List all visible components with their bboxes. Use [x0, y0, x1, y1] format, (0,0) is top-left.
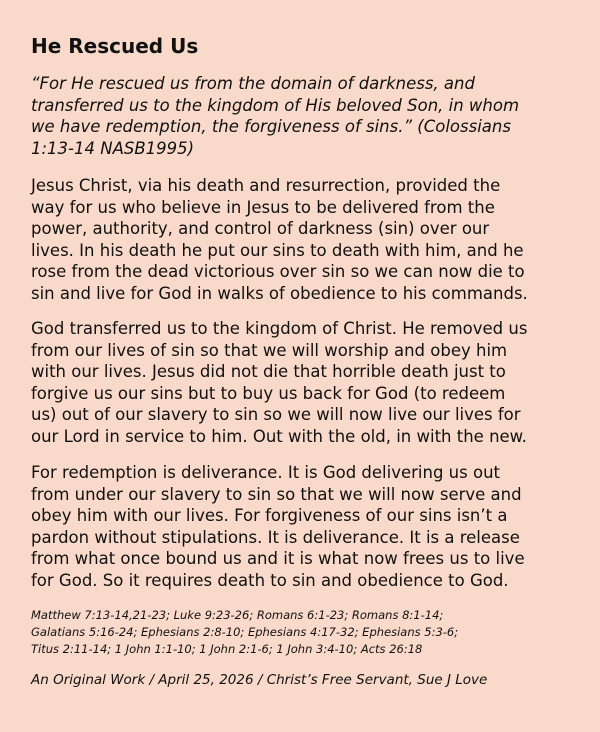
paragraph-line: us) out of our slavery to sin so we will now live our lives for: [31, 405, 521, 424]
paragraph-line: our Lord in service to him. Out with the old, in with the new.: [31, 426, 527, 446]
paragraph-line: for God. So it requires death to sin and obedience to God.: [31, 570, 509, 590]
paragraph-line: from under our slavery to sin so that we will now serve and: [31, 484, 522, 504]
scripture-references: [31, 607, 576, 658]
body-paragraph-3: [31, 462, 576, 591]
body-paragraph-2: [31, 318, 576, 447]
author-signature: An Original Work / April 25, 2026 / Christ’s Free Servant, Sue J Love: [31, 672, 488, 688]
paragraph-line: from what once bound us and it is what now frees us to live: [31, 549, 525, 568]
reference-line: Galatians 5:16-24; Ephesians 2:8-10; Ephesians 4:17-32; Ephesians 5:3-6;: [31, 625, 459, 639]
paragraph-line: obey him with our lives. For forgiveness of our sins isn’t a: [31, 506, 508, 525]
scripture-quote-line: we have redemption, the forgiveness of sins.” (Colossians: [31, 117, 511, 136]
paragraph-line: power, authority, and control of darkness (sin) over our: [31, 219, 490, 238]
paragraph-line: For redemption is deliverance. It is God delivering us out: [31, 463, 501, 482]
reference-line: Matthew 7:13-14,21-23; Luke 9:23-26; Romans 6:1-23; Romans 8:1-14;: [31, 608, 444, 622]
scripture-quote-line: 1:13-14 NASB1995): [31, 138, 195, 158]
body-paragraph-1: [31, 175, 576, 304]
reference-line: Titus 2:11-14; 1 John 1:1-10; 1 John 2:1-6; 1 John 3:4-10; Acts 26:18: [31, 642, 423, 656]
scripture-quote-line: transferred us to the kingdom of His beloved Son, in whom: [31, 95, 520, 115]
paragraph-line: Jesus Christ, via his death and resurrection, provided the: [31, 176, 501, 195]
paragraph-line: pardon without stipulations. It is deliverance. It is a release: [31, 527, 520, 547]
paragraph-line: forgive us our sins but to buy us back for God (to redeem: [31, 383, 506, 403]
paragraph-line: way for us who believe in Jesus to be delivered from the: [31, 197, 495, 217]
paragraph-line: sin and live for God in walks of obedience to his commands.: [31, 283, 528, 303]
scripture-quote: [31, 73, 576, 159]
scripture-quote-line: “For He rescued us from the domain of darkness, and: [31, 74, 475, 93]
paragraph-line: lives. In his death he put our sins to death with him, and he: [31, 240, 524, 260]
paragraph-line: from our lives of sin so that we will worship and obey him: [31, 340, 508, 360]
page-title: He Rescued Us: [31, 34, 199, 58]
paragraph-line: with our lives. Jesus did not die that horrible death just to: [31, 362, 506, 381]
paragraph-line: rose from the dead victorious over sin so we can now die to: [31, 262, 525, 281]
paragraph-line: God transferred us to the kingdom of Christ. He removed us: [31, 319, 528, 338]
